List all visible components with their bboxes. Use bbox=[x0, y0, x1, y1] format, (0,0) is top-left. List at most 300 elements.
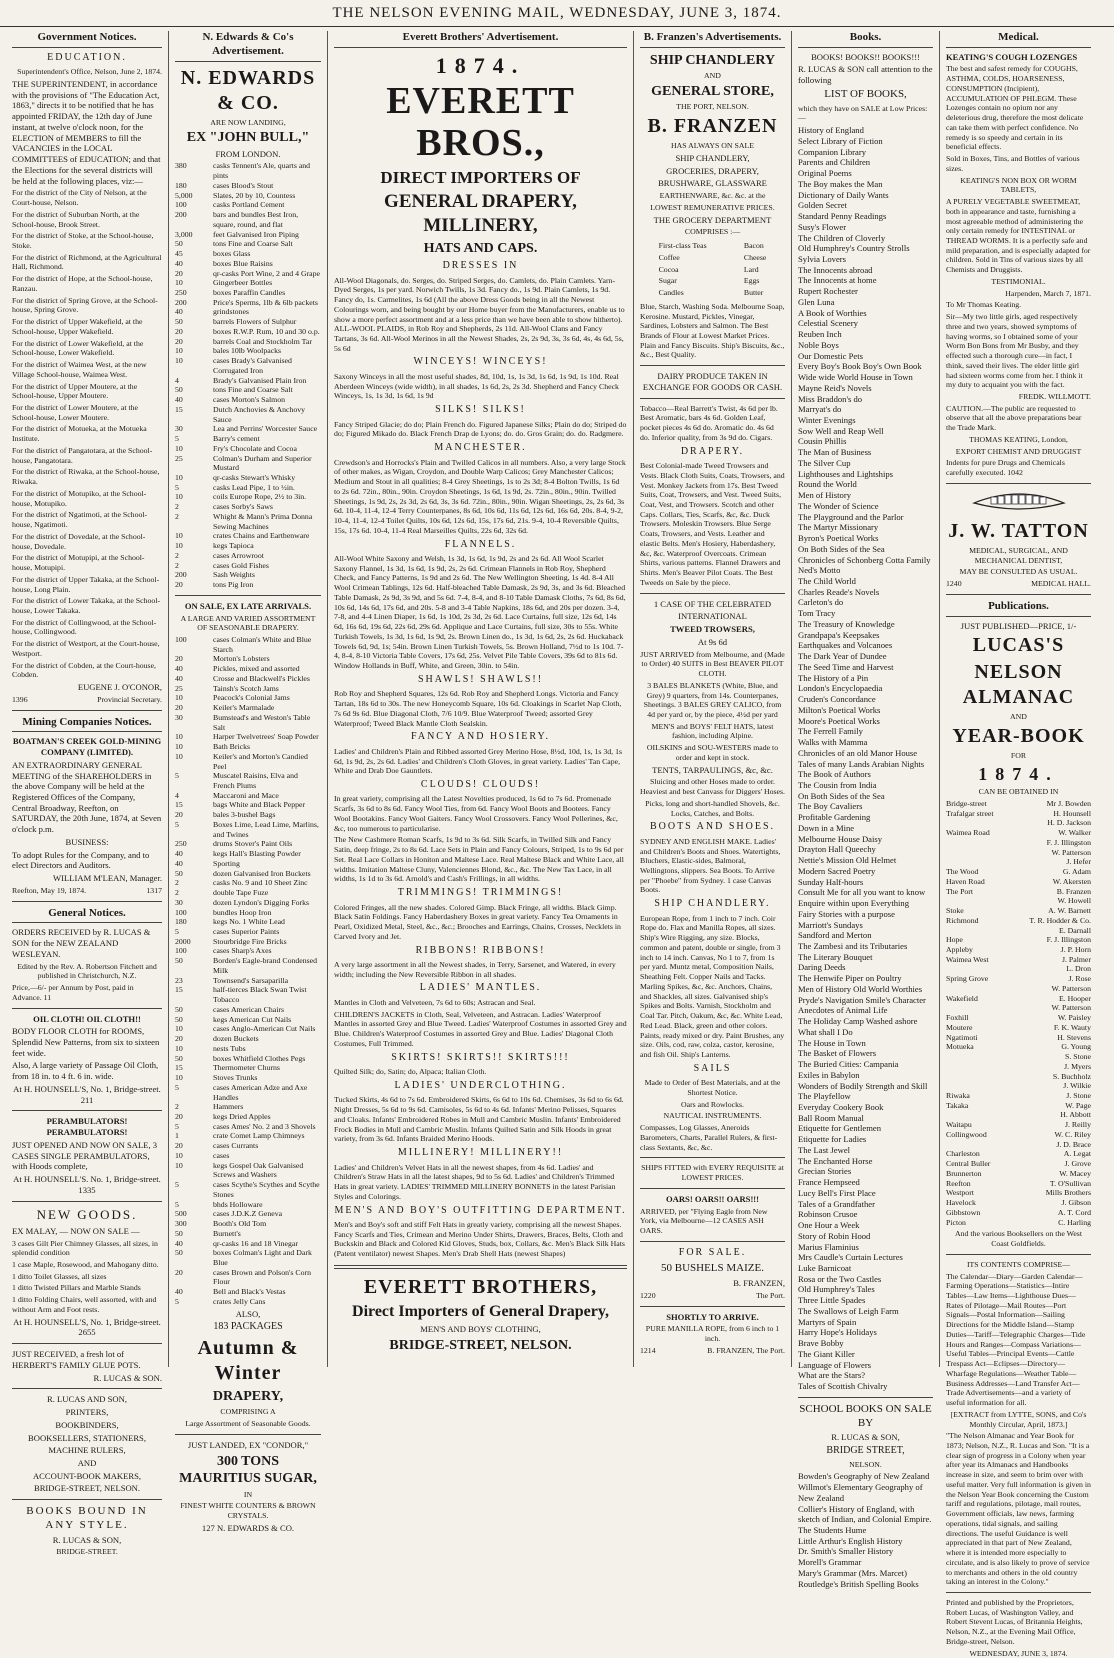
list-heading: LIST OF BOOKS, bbox=[824, 87, 907, 100]
agent-name: W. Walker bbox=[1058, 828, 1091, 838]
agent-name: W. Patterson bbox=[1051, 847, 1091, 857]
section-text: Quilted Silk; do, Satin; do, Alpaca; Italian Cloth. bbox=[334, 1067, 487, 1077]
stock-item bbox=[175, 269, 321, 279]
agent-name: J. Hefer bbox=[1066, 857, 1091, 867]
school-title: The Students Hume bbox=[798, 1524, 867, 1535]
book-title: Wide wide World House in Town bbox=[798, 372, 913, 383]
stock-item bbox=[175, 1141, 321, 1151]
edwards-heading: N. Edwards & Co's Advertisement. bbox=[175, 31, 321, 62]
agent-name: T. O'Sullivan bbox=[1049, 1178, 1091, 1188]
sig-number: 1396 bbox=[12, 694, 28, 704]
agent-row bbox=[946, 1003, 1091, 1013]
stock-item bbox=[175, 684, 321, 694]
stock-description: cases Scythe's Scythes and Scythe Stones bbox=[213, 1180, 320, 1199]
column-books bbox=[792, 31, 940, 1589]
comprising-text: COMPRISING A bbox=[220, 1407, 276, 1417]
stock-item bbox=[175, 454, 321, 473]
agent-place: Brunnerton bbox=[946, 1168, 982, 1178]
boots-text: SYDNEY AND ENGLISH MAKE. Ladies' and Children's Boots and Shoes. Watertights, Bluchers, Elastic-sides, Balmoral, Wellingtons, slippers. Sea Boots. To Arrive per "Phoebe" from Sydney. 1 case Canvas Boots. bbox=[640, 836, 781, 895]
tweed-3: TWEED TROWSERS, bbox=[670, 624, 755, 635]
book-title: Round the World bbox=[798, 479, 857, 490]
book-title: Grecian Stories bbox=[798, 1166, 852, 1177]
agent-row bbox=[946, 1218, 1091, 1228]
book-title: Daring Deeds bbox=[798, 962, 846, 973]
agent-name: J. Reilly bbox=[1065, 1120, 1091, 1130]
stock-quantity: 20 bbox=[175, 1034, 183, 1044]
book-title: Mayne Reid's Novels bbox=[798, 382, 872, 393]
agent-name: Mills Brothers bbox=[1045, 1188, 1091, 1198]
book-title: The Cousin from India bbox=[798, 779, 877, 790]
stock-item bbox=[175, 888, 321, 898]
agent-name: H. Abbott bbox=[1060, 1110, 1091, 1120]
printers-line: AND bbox=[77, 1457, 97, 1468]
book-title: Wonders of Bodily Strength and Skill bbox=[798, 1080, 928, 1091]
column-edwards bbox=[169, 31, 328, 1533]
stock-item bbox=[175, 561, 321, 571]
stock-quantity: 25 bbox=[175, 683, 183, 693]
school-title-list bbox=[798, 1471, 933, 1589]
stock-item bbox=[175, 1063, 321, 1073]
agent-place: Ngatimoti bbox=[946, 1032, 978, 1042]
stock-quantity: 25 bbox=[175, 453, 183, 463]
stock-description: Thermometer Churns bbox=[213, 1063, 280, 1073]
new-goods-heading: NEW GOODS. bbox=[36, 1206, 138, 1222]
district-item: For the district of Ngatimoti, at the School-house, Ngatimoti. bbox=[12, 510, 148, 530]
stock-description: Tainsh's Scotch Jams bbox=[213, 683, 279, 693]
stock-quantity: 100 bbox=[175, 946, 187, 956]
printed-text: Printed and published by the Proprietors, Robert Lucas, of Washington Valley, and Robert Stevent Lucas, of Britannia Heights, Nelson, N.Z., at the Evening Mail Office, Bridge-street, Nelson. bbox=[946, 1598, 1083, 1646]
agent-place: Riwaka bbox=[946, 1091, 970, 1101]
testimonial-date: Harpenden, March 7, 1871. bbox=[1005, 288, 1091, 298]
agent-place: Trafalgar street bbox=[946, 808, 994, 818]
printers-line: R. LUCAS AND SON, bbox=[47, 1394, 127, 1405]
stock-item bbox=[175, 946, 321, 956]
agent-place: Gibbstown bbox=[946, 1207, 981, 1217]
book-title: The Playground and the Parlor bbox=[798, 511, 904, 522]
agent-name: E. Darnall bbox=[1058, 925, 1091, 935]
stock-description: cases Blood's Stout bbox=[213, 180, 274, 190]
book-title: The Silver Cup bbox=[798, 457, 851, 468]
column-medical bbox=[940, 31, 1097, 1658]
stock-description: Slates, 20 by 10, Countess bbox=[213, 190, 296, 200]
government-notices-heading: Government Notices. bbox=[12, 31, 162, 48]
education-notice: THE SUPERINTENDENT, in accordance with the provisions of "The Education Act, 1863," directs it to be notified that he has appointed FRIDAY, the 12th day of June instant, at twelve o'clock noon, for the ELECTION of MEMBERS to fill the VACANCIES in the LOCAL COMMITTEES of EDUCATION; and that the Elections for the several districts will be held at the following places, viz:— bbox=[12, 78, 161, 186]
agent-row bbox=[946, 1101, 1091, 1111]
stock-description: boxes Whitfield Clothes Pegs bbox=[213, 1053, 306, 1063]
column-franzen bbox=[634, 31, 792, 1367]
stock-item bbox=[175, 249, 321, 259]
stock-description: Colman's Durham and Superior Mustard bbox=[213, 453, 312, 473]
book-title: Walks with Mamma bbox=[798, 737, 868, 748]
book-title: Martyrs of Spain bbox=[798, 1316, 857, 1327]
district-item: For the district of Upper Wakefield, at the School-house, Upper Wakefield. bbox=[12, 317, 143, 336]
book-title: Exiles in Babylon bbox=[798, 1069, 860, 1080]
agent-row bbox=[946, 1120, 1091, 1130]
stock-quantity: 250 bbox=[175, 288, 187, 298]
stock-description: cases Arrowroot bbox=[213, 550, 264, 560]
new-goods-list bbox=[12, 1239, 162, 1315]
stock-item bbox=[175, 976, 321, 986]
book-title: The Boy makes the Man bbox=[798, 178, 883, 189]
section-title: MANCHESTER. bbox=[434, 442, 527, 454]
book-title: Men of History bbox=[798, 490, 851, 501]
section-title: SHAWLS! SHAWLS!! bbox=[417, 673, 544, 685]
agent-row bbox=[946, 974, 1091, 984]
stock-item bbox=[175, 346, 321, 356]
stock-item bbox=[175, 259, 321, 269]
stock-quantity: 15 bbox=[175, 985, 183, 995]
grocery-dept: THE GROCERY DEPARTMENT bbox=[653, 214, 772, 225]
section-title: MILLINERY! MILLINERY!! bbox=[397, 1147, 564, 1159]
sugar-in: IN bbox=[243, 1489, 253, 1499]
section-title: DRESSES IN bbox=[442, 260, 519, 272]
hounsell-address-3: At H. HOUNSELL'S, No. 1, Bridge-street. bbox=[13, 1316, 161, 1327]
stock-description: boxes Blue Raisins bbox=[213, 258, 273, 268]
stock-description: Muscatel Raisins, Elva and French Plums bbox=[213, 771, 298, 790]
stock-item bbox=[175, 317, 321, 327]
stock-item bbox=[175, 771, 321, 790]
agent-row bbox=[946, 945, 1091, 955]
stock-quantity: 5 bbox=[175, 819, 179, 829]
maize-port: The Port. bbox=[755, 1290, 785, 1300]
stock-description: cases Anglo-American Cut Nails bbox=[213, 1024, 316, 1034]
stock-description: Dutch Anchovies & Anchovy Sauce bbox=[213, 404, 306, 424]
printers-block bbox=[12, 1394, 162, 1494]
book-title: The Swallows of Leigh Farm bbox=[798, 1305, 899, 1316]
stock-quantity: 5 bbox=[175, 1180, 179, 1190]
stock-description: Gingerbeer Bottles bbox=[213, 278, 273, 288]
boatman-number: 1317 bbox=[146, 885, 162, 895]
stock-item bbox=[175, 693, 321, 703]
district-item: For the district of Upper Takaka, at the School-house, Long Plain. bbox=[12, 574, 160, 594]
column-government-notices bbox=[6, 31, 169, 1557]
district-item: For the district of Hope, at the School-house, Ranzau. bbox=[12, 274, 153, 293]
stock-quantity: 2 bbox=[175, 550, 179, 560]
book-title: The Holiday Camp Washed ashore bbox=[798, 1016, 918, 1027]
book-title: The Seed Time and Harvest bbox=[798, 661, 894, 672]
column-everett bbox=[328, 31, 634, 1367]
book-title: Three Little Spades bbox=[798, 1295, 866, 1306]
stock-description: half-tierces Black Swan Twist Tobacco bbox=[213, 985, 307, 1005]
stock-description: dozen Buckets bbox=[213, 1034, 259, 1044]
agent-row bbox=[946, 955, 1091, 965]
grocery-item: Coffee bbox=[658, 252, 680, 262]
agent-name: W. C. Riley bbox=[1054, 1129, 1091, 1139]
stock-description: Harper Twelvetrees' Soap Powder bbox=[213, 732, 319, 742]
section-title: TRIMMINGS! TRIMMINGS! bbox=[397, 887, 564, 899]
landing-text: ARE NOW LANDING, bbox=[210, 117, 286, 127]
school-heading: SCHOOL BOOKS ON SALE BY bbox=[799, 1402, 932, 1429]
stock-quantity: 10 bbox=[175, 531, 183, 541]
agent-row bbox=[946, 828, 1091, 838]
book-title: France Hempseed bbox=[798, 1177, 860, 1188]
stock-quantity: 200 bbox=[175, 570, 187, 580]
tweed-price: At 9s 6d bbox=[697, 636, 728, 647]
school-title: Willmot's Elementary Geography of New Zealand bbox=[798, 1482, 923, 1503]
stock-quantity: 10 bbox=[175, 1160, 183, 1170]
felt-text: MEN'S and BOYS' FELT HATS, latest fashion, including Alpine. bbox=[651, 721, 774, 741]
stock-quantity: 2 bbox=[175, 560, 179, 570]
book-title: Every Boy's Book Boy's Own Book bbox=[798, 361, 922, 372]
stock-description: Booth's Old Tom bbox=[213, 1219, 267, 1229]
tatton-name: J. W. TATTON bbox=[948, 519, 1089, 542]
book-title: Brave Bobby bbox=[798, 1338, 844, 1349]
drapery-text: Best Colonial-made Tweed Trowsers and Vests. Black Cloth Suits, Coats, Trowsers, and Vest. Monkey Jackets from 17s. Best Tweed Suits, Coat, Trowsers, and Vest. Tweed Suits, Coat, Vest, and Trowsers. Scotch and other Caps. Collars, Ties, Scarfs, &c, &c. Duck Trowsers. Moleskin Trowsers. Blue Serge Coats, Trowsers, and Vests. Leather and elastic Belts. Men's Hosiery, Haberdashery, &c, &c. Waterproof Overcoats. Crimean Shirts, various patterns. Flannel Drawers and Shirts. Men's Beaver Pilot Coats. The Best Tweeds on Sale by the piece. bbox=[640, 461, 785, 587]
stock-item bbox=[175, 444, 321, 454]
shortly-heading: SHORTLY TO ARRIVE. bbox=[666, 1311, 759, 1322]
agent-name: F. J. Illingston bbox=[1046, 935, 1091, 945]
for-sale: FOR SALE. bbox=[678, 1246, 747, 1258]
book-title: Tom Tracy bbox=[798, 608, 836, 619]
stock-description: kegs No. 1 White Lead bbox=[213, 917, 285, 927]
boatman-signature: WILLIAM M'LEAN, Manager. bbox=[53, 873, 162, 884]
stock-item bbox=[175, 337, 321, 347]
ship-name: EX "JOHN BULL," bbox=[186, 130, 310, 146]
stock-quantity: 40 bbox=[175, 307, 183, 317]
books-bound-heading: BOOKS BOUND IN ANY STYLE. bbox=[26, 1505, 148, 1531]
stock-item bbox=[175, 580, 321, 590]
stock-quantity: 50 bbox=[175, 1014, 183, 1024]
agent-name: F. K. Wauty bbox=[1053, 1022, 1091, 1032]
contents-text: The Calendar—Diary—Garden Calendar—Farming Operations—Statistics—Intire Tables—Law Items—Lighthouse Dues—Rates of Pilotage—Mail Routes—Port Signals—Postal Information—Sailing Directions for the Middle Island—Stamp Duties—Tariff—Telegraphic Charges—Tide Hours and Ranges—Compass Variations—Useful Tables—Principal Events—Cattle Trespass Act—Eclipses—Directory—Wharfage Regulations—Weather Table—Business Addresses—Land Transfer Act—Trade Advertisements—and a variety of useful information for all. bbox=[946, 1271, 1086, 1408]
district-item: For the district of Lower Wakefield, at the School-house, Lower Wakefield. bbox=[12, 338, 144, 358]
stock-item bbox=[175, 278, 321, 288]
stock-item bbox=[175, 713, 321, 732]
stock-description: crates Jelly Cans bbox=[213, 1296, 266, 1306]
section-text: Colored Fringes, all the new shades. Colored Gimp. Black Fringe, all widths. Black Gimp. Black Satin Foldings. Fancy Haberdashery Boxes in great variety. Fancy Tea Ornaments in Pearl, Oxidized Metal, Steel, &c., &c.; Brooches and Earrings, Chains, Crosses, Necklets in Carved Ivory and Jet. bbox=[334, 902, 621, 941]
new-goods-item: 1 ditto Twisted Pillars and Marble Stands bbox=[12, 1283, 141, 1293]
stock-item bbox=[175, 376, 321, 386]
agent-place: Waitapu bbox=[946, 1120, 972, 1130]
book-title: One Hour a Week bbox=[798, 1220, 860, 1231]
testimonial-heading: TESTIMONIAL. bbox=[991, 276, 1046, 286]
book-title: The History of a Pin bbox=[798, 672, 869, 683]
worm-heading: KEATING'S NON BOX OR WORM TABLETS, bbox=[960, 175, 1077, 195]
agent-name: J. Gibson bbox=[1061, 1198, 1091, 1208]
grocery-item: Cheese bbox=[743, 252, 767, 262]
stock-quantity: 50 bbox=[175, 956, 183, 966]
footer-line: Direct Importers of General Drapery, bbox=[352, 1302, 609, 1320]
stock-quantity: 200 bbox=[175, 297, 187, 307]
stock-quantity: 5 bbox=[175, 771, 179, 781]
book-title: Tales of Scottish Chivalry bbox=[798, 1381, 888, 1392]
stock-quantity: 23 bbox=[175, 975, 183, 985]
book-title: Sandford and Merton bbox=[798, 930, 872, 941]
testimonial-signature: FREDK. WILLMOTT. bbox=[1018, 391, 1091, 401]
book-title: The Henwife Piper on Poultry bbox=[798, 973, 902, 984]
grocery-table bbox=[640, 239, 785, 300]
stock-item bbox=[175, 1112, 321, 1122]
stock-item bbox=[175, 937, 321, 947]
stock-description: kegs Tapioca bbox=[213, 541, 254, 551]
hounsell-number-2: 1335 bbox=[78, 1184, 96, 1195]
book-title: The Book of Authors bbox=[798, 769, 871, 780]
stock-description: Burnett's bbox=[213, 1228, 241, 1238]
oars-small: Oars and Rowlocks. bbox=[680, 1099, 744, 1109]
boatman-text: AN EXTRAORDINARY GENERAL MEETING of the SHAREHOLDERS in the above Company will be held at the Registered Offices of the Company, Central Broadway, Reefton, on SATURDAY, the 20th June, 1874, at Seven o'clock p.m. bbox=[12, 759, 162, 835]
book-title: Rosa or the Two Castles bbox=[798, 1273, 882, 1284]
stock-quantity: 40 bbox=[175, 1287, 183, 1297]
stock-item bbox=[175, 654, 321, 664]
lowest-text: LOWEST REMUNERATIVE PRICES. bbox=[650, 202, 775, 212]
stock-description: cases Brown and Polson's Corn Flour bbox=[213, 1267, 311, 1287]
book-title: Melbourne House Daisy bbox=[798, 833, 883, 844]
stock-quantity: 5 bbox=[175, 482, 179, 492]
stock-quantity: 50 bbox=[175, 317, 183, 327]
keating-name: THOMAS KEATING, London, bbox=[969, 434, 1068, 444]
ship-chandlery: SHIP CHANDLERY bbox=[649, 52, 776, 68]
testimonial-to: To Mr Thomas Keating. bbox=[946, 300, 1022, 310]
stock-item bbox=[175, 674, 321, 684]
edwards-item-list-2 bbox=[175, 635, 321, 1307]
stock-quantity: 15 bbox=[175, 1063, 183, 1073]
stock-quantity: 20 bbox=[175, 1141, 183, 1151]
pram-text: JUST OPENED AND NOW ON SALE, 3 CASES SINGLE PERAMBULATORS, with Hoods complete, bbox=[12, 1139, 158, 1172]
stock-item bbox=[175, 1015, 321, 1025]
agent-name: A. W. Barnett bbox=[1048, 906, 1091, 916]
agent-name: H. Hounsell bbox=[1053, 808, 1091, 818]
drapery-text: DRAPERY, bbox=[212, 1388, 284, 1404]
stock-quantity: 5 bbox=[175, 927, 179, 937]
grocery-right bbox=[744, 239, 767, 300]
agent-row bbox=[946, 926, 1091, 936]
stock-quantity: 40 bbox=[175, 395, 183, 405]
stock-quantity: 100 bbox=[175, 200, 187, 210]
agent-name: J. D. Brace bbox=[1056, 1139, 1091, 1149]
fitted-text: SHIPS FITTED with EVERY REQUISITE at LOWEST PRICES. bbox=[641, 1163, 784, 1183]
book-title: Profitable Gardening bbox=[798, 812, 871, 823]
stock-quantity: 50 bbox=[175, 868, 183, 878]
boots-heading: BOOTS AND SHOES. bbox=[649, 821, 776, 833]
stock-description: double Tape Fuze bbox=[213, 888, 269, 898]
stock-description: casks Lead Pipe, 1 to ½in. bbox=[213, 482, 295, 492]
agent-place: Collingwood bbox=[946, 1129, 987, 1139]
agent-place: Waimea Road bbox=[946, 828, 990, 838]
stock-description: Morton's Lobsters bbox=[213, 654, 270, 664]
stock-description: boxes Colman's Light and Dark Blue bbox=[213, 1248, 312, 1267]
stock-quantity: 45 bbox=[175, 249, 183, 259]
district-list bbox=[12, 188, 162, 680]
stock-item bbox=[175, 1219, 321, 1229]
agent-place: Bridge-street bbox=[946, 798, 987, 808]
stock-description: Maccaroni and Mace bbox=[213, 790, 279, 800]
just-published: JUST PUBLISHED—PRICE, 1/- bbox=[960, 620, 1077, 631]
school-title: Collier's History of England, with sketch of Indian, and Colonial Empire. bbox=[798, 1503, 932, 1525]
agent-name: S. Buchholz bbox=[1052, 1071, 1091, 1081]
keating-role: EXPORT CHEMIST AND DRUGGIST bbox=[955, 446, 1082, 456]
medical-heading: Medical. bbox=[946, 31, 1091, 48]
sails-text: Made to Order of Best Materials, and at the Shortest Notice. bbox=[644, 1078, 781, 1097]
book-title: Drayton Hall Queechy bbox=[798, 844, 876, 855]
packages-text: 183 PACKAGES bbox=[213, 1321, 283, 1333]
edwards-item-list bbox=[175, 161, 321, 589]
stock-quantity: 3,000 bbox=[175, 229, 193, 239]
section-text: In great variety, comprising all the Latest Novelties produced, 1s 6d to 7s 6d. Promenade Scarfs, 3s 6d to 8s 6d. Fancy Wool Ties, from 6d. Fancy Wool Boots and Bootees. Fancy Wool Bootakins. Fancy Wool Gaiters. Fancy Wool Crossovers. Fancy Wool Pellerines, &c, &c, too numerous to particularise. bbox=[334, 794, 618, 833]
printers-line: MACHINE RULERS, bbox=[48, 1445, 126, 1456]
orders-edited: Edited by the Rev. A. Robertson Fitchett and published in Christchurch, N.Z. bbox=[17, 961, 157, 981]
book-title: What shall I Do bbox=[798, 1026, 853, 1037]
stock-item bbox=[175, 1034, 321, 1044]
book-title: Celestial Scenery bbox=[798, 318, 858, 329]
agent-name: J. Grove bbox=[1064, 1159, 1091, 1169]
grocery-item: Bacon bbox=[743, 241, 764, 251]
book-title: Marryat's do bbox=[798, 404, 842, 415]
stock-quantity: 50 bbox=[175, 239, 183, 249]
stock-description: boxes R.W.P. Rum, 10 and 30 o.p. bbox=[213, 326, 320, 336]
stock-item bbox=[175, 732, 321, 742]
stock-quantity: 50 bbox=[175, 1004, 183, 1014]
grocery-item: Sugar bbox=[658, 276, 677, 286]
school-signature: R. LUCAS & SON, bbox=[831, 1432, 900, 1443]
stock-description: bhds Holloware bbox=[213, 1199, 263, 1209]
stock-description: cases Colman's White and Blue Starch bbox=[213, 634, 312, 654]
book-title: Mrs Caudle's Curtain Lectures bbox=[798, 1252, 903, 1263]
section-title: RIBBONS! RIBBONS! bbox=[415, 944, 546, 956]
stock-description: cases bbox=[213, 1150, 230, 1160]
stock-item bbox=[175, 791, 321, 801]
stock-item bbox=[175, 541, 321, 551]
section-text: Ladies' and Children's Plain and Ribbed assorted Grey Merino Hose, 8½d, 10d, 1s, 1s 3d, 1s 6d, 1s 9d, 2s, 2s 6d. Ladies' and Children's Cloth Gloves, in great variety. Ladies' Tan Cape, White and Drab Doe Gauntlets. bbox=[334, 746, 623, 776]
stock-description: Whight & Mann's Prima Donna Sewing Machines bbox=[213, 511, 313, 531]
agent-row bbox=[946, 984, 1091, 994]
stock-item bbox=[175, 424, 321, 434]
book-title: Enquire within upon Everything bbox=[798, 898, 909, 909]
district-item: For the district of Motueka, at the Motueka Institute. bbox=[12, 424, 147, 444]
agent-row bbox=[946, 994, 1091, 1004]
stock-item bbox=[175, 1268, 321, 1287]
book-title: Noble Boys bbox=[798, 339, 839, 350]
books-banner: BOOKS! BOOKS!! BOOKS!!! bbox=[811, 51, 920, 62]
book-title: Harry Hope's Holidays bbox=[798, 1327, 877, 1338]
indents-number: 1042 bbox=[1007, 468, 1023, 478]
agent-row bbox=[946, 916, 1091, 926]
agent-place: The Port bbox=[946, 886, 974, 896]
franzen-name: B. FRANZEN bbox=[647, 115, 778, 138]
agent-row bbox=[946, 1042, 1091, 1052]
stock-description: qr-casks Stewart's Whisky bbox=[213, 472, 296, 482]
book-title: Lighthouses and Lightships bbox=[798, 468, 894, 479]
grocery-item: Eggs bbox=[743, 276, 760, 286]
agent-name: J. Palmer bbox=[1061, 954, 1091, 964]
printers-line: ACCOUNT-BOOK MAKERS, bbox=[32, 1470, 142, 1481]
stock-item bbox=[175, 483, 321, 493]
district-item: For the district of Stoke, at the School-house, Stoke. bbox=[12, 231, 154, 250]
stock-description: barrels Coal and Stockholm Tar bbox=[213, 336, 312, 346]
district-item: For the district of Spring Grove, at the School-house, Spring Grove. bbox=[12, 295, 158, 315]
stock-item bbox=[175, 908, 321, 918]
stock-quantity: 180 bbox=[175, 180, 187, 190]
stock-description: Bumstead's and Weston's Table Salt bbox=[213, 712, 311, 732]
stock-quantity: 180 bbox=[175, 917, 187, 927]
book-title: The Innocents at home bbox=[798, 275, 877, 286]
district-item: For the district of Richmond, at the Agricultural Hall, Richmond. bbox=[12, 252, 162, 272]
book-title: Grandpapa's Keepsakes bbox=[798, 629, 880, 640]
stock-quantity: 40 bbox=[175, 849, 183, 859]
stock-item bbox=[175, 181, 321, 191]
hats-text: HATS AND CAPS. bbox=[423, 240, 538, 256]
agent-row bbox=[946, 809, 1091, 819]
stock-item bbox=[175, 1200, 321, 1210]
orders-price: Price,—6/- per Annum by Post, paid in Advance. bbox=[12, 983, 134, 1002]
sc-text: SHIP CHANDLERY, bbox=[675, 152, 750, 163]
book-title: The Children of Cloverly bbox=[798, 232, 886, 243]
agent-row bbox=[946, 887, 1091, 897]
section-title: SILKS! SILKS! bbox=[435, 404, 526, 416]
book-title: Marriott's Sundays bbox=[798, 919, 863, 930]
agent-place: Richmond bbox=[946, 915, 979, 925]
stock-quantity: 5 bbox=[175, 434, 179, 444]
autumn-winter: Autumn & Winter bbox=[197, 1336, 299, 1384]
